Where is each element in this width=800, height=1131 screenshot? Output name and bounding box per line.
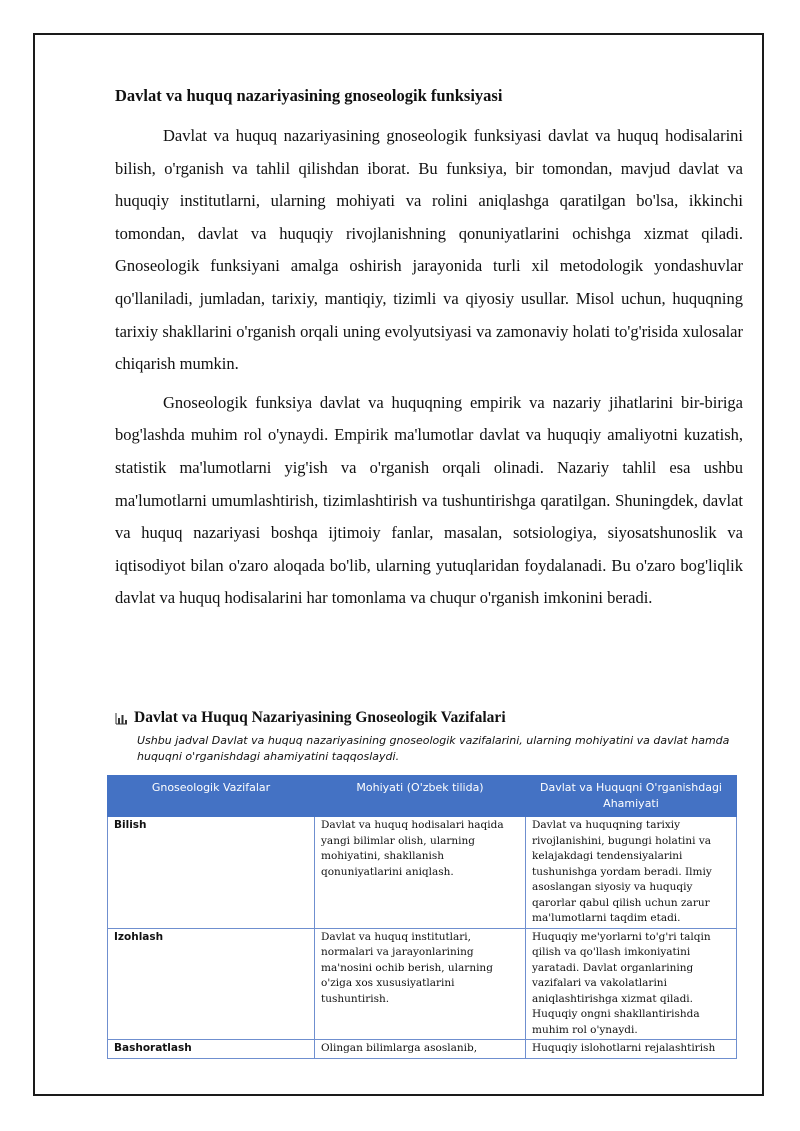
section-heading: Davlat va huquq nazariyasining gnoseologik funksiyasi <box>115 86 503 105</box>
importance-cell: Davlat va huquqning tarixiy rivojlanishini, bugungi holatini va kelajakdagi tendensiyalarini tushunishga yordam beradi. Ilmiy asoslangan siyosiy va huquqiy qarorlar qabul qilish uchun zarur ma'lumotlarni taqdim etadi. <box>526 817 737 929</box>
paragraph-2: Gnoseologik funksiya davlat va huquqning empirik va nazariy jihatlarini bir-biriga bog'lashda muhim rol o'ynaydi. Empirik ma'lumotlar davlat va huquqiy amaliyotni kuzatish, statistik ma'lumotlarni yig'ish va o'rganish orqali olinadi. Nazariy tahlil esa ushbu ma'lumotlarni umumlashtirish, tizimlashtirish va tushuntirishga qaratilgan. Shuningdek, davlat va huquq nazariyasi boshqa ijtimoiy fanlar, masalan, sotsiologiya, siyosatshunoslik va iqtisodiyot bilan o'zaro aloqada bo'lib, ularning yutuqlaridan foydalanadi. Bu o'zaro bog'liqlik davlat va huquq hodisalarini har tomonlama va chuqur o'rganish imkonini beradi. <box>115 392 743 608</box>
importance-cell: Huquqiy me'yorlarni to'g'ri talqin qilish va qo'llash imkoniyatini yaratadi. Davlat organlarining vazifalari va vakolatlarini aniqlashtirishga xizmat qiladi. Huquqiy ongni shakllantirishda muhim rol o'ynaydi. <box>526 928 737 1040</box>
bar-chart-icon <box>115 712 128 725</box>
table-row <box>108 817 737 929</box>
column-header: Mohiyati (O'zbek tilida) <box>315 776 526 817</box>
column-header: Gnoseologik Vazifalar <box>108 776 315 817</box>
importance-cell: Huquqiy islohotlarni rejalashtirish <box>526 1040 737 1059</box>
table-title: Davlat va Huquq Nazariyasining Gnoseologik Vazifalari <box>134 709 506 726</box>
table-row <box>108 1040 737 1059</box>
functions-table <box>107 775 737 1059</box>
column-header: Davlat va Huquqni O'rganishdagi Ahamiyati <box>526 776 737 817</box>
essence-cell: Olingan bilimlarga asoslanib, <box>315 1040 526 1059</box>
table-description: Ushbu jadval Davlat va huquq nazariyasining gnoseologik vazifalarini, ularning mohiyatini va davlat hamda huquqni o'rganishdagi ahamiyatini taqqoslaydi. <box>137 734 730 763</box>
table-row <box>108 928 737 1040</box>
function-name-cell: Bilish <box>108 817 315 929</box>
table-caption-block <box>115 703 745 771</box>
paragraph-1: Davlat va huquq nazariyasining gnoseologik funksiyasi davlat va huquq hodisalarini bilish, o'rganish va tahlil qilishdan iborat. Bu funksiya, bir tomondan, mavjud davlat va huquqiy institutlarni, ularning mohiyati va rolini aniqlashga qaratilgan bo'lsa, ikkinchi tomondan, davlat va huquqiy rivojlanishning qonuniyatlarini ochishga xizmat qiladi. Gnoseologik funksiyani amalga oshirish jarayonida turli xil metodologik yondashuvlar qo'llaniladi, jumladan, tarixiy, mantiqiy, tizimli va qiyosiy usullar. Misol uchun, huquqning tarixiy shakllarini o'rganish orqali uning evolyutsiyasi va zamonaviy holati to'g'risida xulosalar chiqarish mumkin. <box>115 126 743 374</box>
essence-cell: Davlat va huquq hodisalari haqida yangi bilimlar olish, ularning mohiyatini, shakllanish qonuniyatlarini aniqlash. <box>315 817 526 929</box>
document-body <box>115 84 743 621</box>
function-name-cell: Bashoratlash <box>108 1040 315 1059</box>
table-header-row <box>108 776 737 817</box>
essence-cell: Davlat va huquq institutlari, normalari va jarayonlarining ma'nosini ochib berish, ularning o'ziga xos xususiyatlarini tushuntirish. <box>315 928 526 1040</box>
table-title-row <box>115 709 745 727</box>
function-name-cell: Izohlash <box>108 928 315 1040</box>
